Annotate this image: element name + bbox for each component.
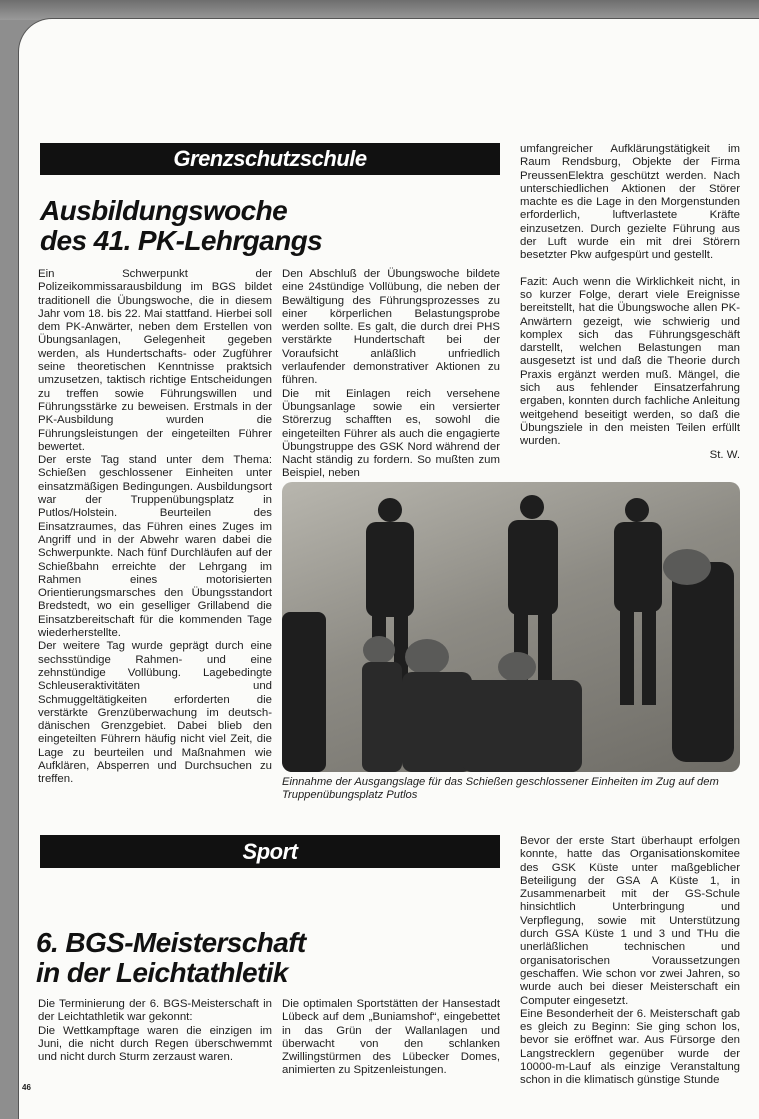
article2-column-3 xyxy=(520,835,740,1088)
scan-top-band xyxy=(0,0,759,20)
paragraph: Ein Schwerpunkt der Polizeikommissarausbildung im BGS bildet traditionell die Übungswoche, die in diesem Jahr vom 18. bis 22. Mai stattfand. Hierbei soll dem PK-Anwärter, neben dem Erstellen von Übungsanlagen, Gelegenheit gegeben werden, als Hundertschafts- oder Zugführer seine theoretischen Kenntnisse praktsich umzusetzen, taktisch richtige Entscheidungen zu treffen sowie Führungswillen und Führungsstärke zu beweisen. Erstmals in der PK-Ausbildung wurden die Führungsleistungen der eingeteilten Führer bewertet. xyxy=(38,268,272,453)
soldiers-photo-illustration xyxy=(282,482,740,772)
article1-column-2 xyxy=(282,268,500,481)
headline-line-2: in der Leichtathletik xyxy=(36,957,288,988)
paragraph: Der erste Tag stand unter dem Thema: Schießen geschlossener Einheiten unter einsatzmäßigen Bedingungen. Ausbildungsort war der Truppenübungsplatz in Putlos/Holstein. Beurteilen des Einsatzraumes, das Führen eines Zuges im Angriff und in der Abwehr waren dabei die Schwerpunkte. Nach fünf Durchläufen auf der Schießbahn erreichte der Lehrgang im Rahmen eines motorisierten Orientierungsmarsches den Übungsstandort Bredstedt, wo ein geselliger Grillabend die Einsatzbereitschaft für die kommenden Tage wiederherstellte. xyxy=(38,454,272,640)
author-signature: St. W. xyxy=(709,448,740,461)
headline-line-1: Ausbildungswoche xyxy=(40,195,288,226)
article2-column-1 xyxy=(38,998,272,1064)
page-number: 46 xyxy=(22,1083,31,1092)
paragraph: Der weitere Tag wurde geprägt durch eine sechsstündige Rahmen- und eine zehnstündige Vollübung. Lagebedingte Schleuseraktivitäten und Schmuggeltätigkeiten erforderten die verstärkte Grenzüberwachung im deutsch-dänischen Grenzgebiet. Dabei blieb den eingeteilten Führern häufig nicht viel Zeit, die Lage zu beurteilen und Maßnahmen wie Aufklären, Absperren und Durchsuchen zu treffen. xyxy=(38,640,272,786)
article1-column-3 xyxy=(520,143,740,462)
article2-column-2 xyxy=(282,998,500,1078)
section-banner-sport: Sport xyxy=(40,835,500,868)
article1-column-1 xyxy=(38,268,272,787)
photo-caption: Einnahme der Ausgangslage für das Schießen geschlossener Einheiten im Zug auf dem Truppenübungsplatz Putlos xyxy=(282,776,719,801)
training-photo xyxy=(282,482,740,772)
paragraph: Den Abschluß der Übungswoche bildete eine 24stündige Vollübung, die neben der Bewältigung des Führungsprozesses zu einer körperlichen Belastungsprobe werden sollte. Es galt, die durch drei PHS verstärkte Hundertschaft bei der Voraufsicht anläßlich unfriedlich verlaufender demonstrativer Aktionen zu führen. xyxy=(282,268,500,387)
section-banner-grenzschutzschule: Grenzschutzschule xyxy=(40,143,500,175)
article-headline xyxy=(36,928,306,988)
paragraph: Fazit: Auch wenn die Wirklichkeit nicht, in so kurzer Folge, derart viele Ereignisse bereitstellt, hat die Übungswoche allen PK-Anwärtern gezeigt, wie schwierig und komplex sich das Führungsgeschäft darstellt, welchen Belastungen man ausgesetzt ist und daß die Theorie durch Praxis ergänzt werden muß. Mängel, die sich aus fehlender Einsatzerfahrung ergaben, konnten durch fachliche Anleitung weitgehend beseitigt werden, so daß die Übungsziele in den meisten Teilen erfüllt wurden. xyxy=(520,275,740,448)
paragraph: Die Wettkampftage waren die einzigen im Juni, die nicht durch Regen überschwemmt und nicht durch Sturm zerzaust waren. xyxy=(38,1024,272,1064)
paragraph: umfangreicher Aufklärungstätigkeit im Raum Rendsburg, Objekte der Firma PreussenElektra geschützt werden. Nach unterschiedlichen Aktionen der Störer machte es die Lage in den Morgenstunden erforderlich, luftverlastete Kräfte einzusetzen. Durch gezielte Führung aus der Luft wurde ein mit drei Störern besetzter Pkw aufgespürt und gestellt. xyxy=(520,143,740,262)
headline-line-1: 6. BGS-Meisterschaft xyxy=(36,927,306,958)
paragraph: Die optimalen Sportstätten der Hansestadt Lübeck auf dem „Buniamshof“, eingebettet in das Grün der Wallanlagen und überwacht von den schlanken Zwillingstürmen des Lübecker Domes, animierten zu Spitzenleistungen. xyxy=(282,998,500,1077)
article-headline xyxy=(40,196,322,256)
paragraph: Eine Besonderheit der 6. Meisterschaft gab es gleich zu Beginn: Sie ging schon los, bevor sie eröffnet war. Aus Fürsorge den Langstrecklern gegenüber wurde der 10000-m-Lauf als einzige Veranstaltung schon in die klimatisch günstige Stunde xyxy=(520,1007,740,1087)
headline-line-2: des 41. PK-Lehrgangs xyxy=(40,225,323,256)
paragraph: Die mit Einlagen reich versehene Übungsanlage sowie ein versierter Störerzug schafften es, sowohl die eingeteilten Führer als auch die engagierte Übungstruppe des GSK Nord während der Nacht ständig zu fordern. So mußten zum Beispiel, neben xyxy=(282,387,500,480)
paragraph: Die Terminierung der 6. BGS-Meisterschaft in der Leichtathletik war gekonnt: xyxy=(38,998,272,1024)
paragraph: Bevor der erste Start überhaupt erfolgen konnte, hatte das Organisationskomitee des GSK Küste unter maßgeblicher Beteiligung der GSA A Küste 1, in Zusammenarbeit mit der GS-Schule hinsichtlich Unterbringung und Verpflegung, sowie mit Unterstützung durch GSA Küste 1 und 3 und THu die unerläßlichen technischen und organisatorischen Voraussetzungen geschaffen. Wie schon vor zwei Jahren, so wurde auch bei dieser Meisterschaft ein Computer eingesetzt. xyxy=(520,835,740,1007)
